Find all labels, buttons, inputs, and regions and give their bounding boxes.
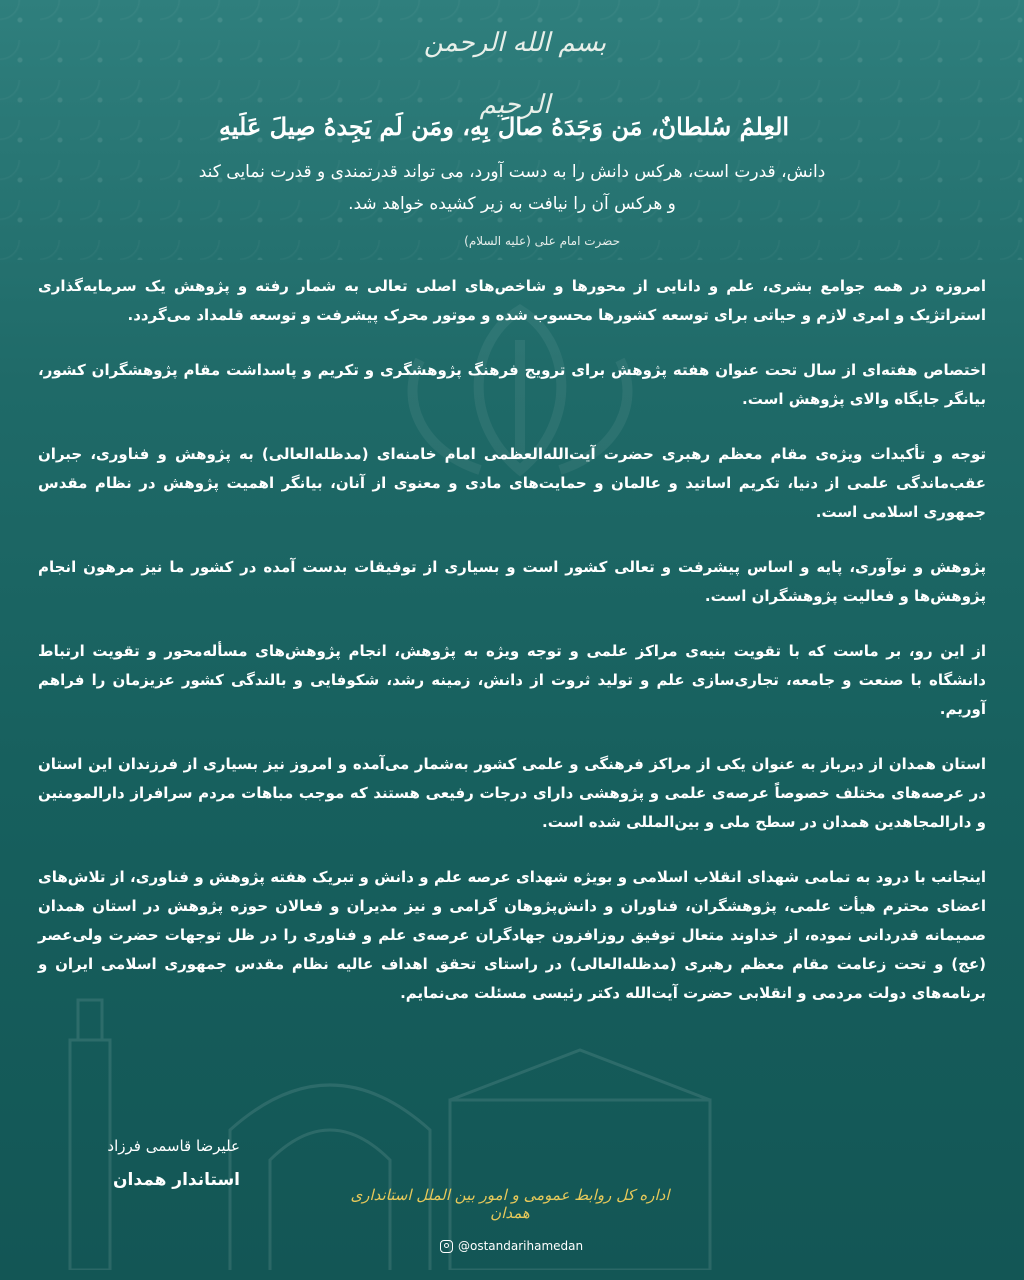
signature-block [60, 1132, 240, 1200]
hadith-persian-line-2: و هرکس آن را نیافت به زیر کشیده خواهد شد. [348, 194, 676, 214]
hadith-source: حضرت امام علی (علیه السلام) [464, 234, 620, 248]
message-body [38, 272, 986, 1034]
paragraph: استان همدان از دیرباز به عنوان یکی از مراکز فرهنگی و علمی کشور به‌شمار می‌آمده و امروز نیز بسیاری از فرزندان این استان در عرصه‌های مختلف خصوصاً عرصه‌ی علمی و پژوهشی دارای درجات رفیعی هستند که موجب مباهات مردم سرافراز دارالمومنین و دارالمجاهدین همدان در سطح ملی و بین‌المللی شده است. [38, 755, 986, 831]
footer-organization: اداره کل روابط عمومی و امور بین الملل استانداری همدان [350, 1186, 670, 1222]
paragraph: توجه و تأکیدات ویژه‌ی مقام معظم رهبری حضرت آیت‌الله‌العظمی امام خامنه‌ای (مدظله‌العالی) به پژوهش و فناوری، جبران عقب‌ماندگی علمی از دنیا، تکریم اساتید و عالمان و حمایت‌های مادی و معنوی از آنان، بیانگر اهمیت پژوهش در نظام مقدس جمهوری اسلامی است. [38, 445, 986, 521]
paragraph: امروزه در همه جوامع بشری، علم و دانایی از محورها و شاخص‌های اصلی تعالی به شمار رفته و پژوهش یک سرمایه‌گذاری استراتژیک و امری لازم و حیاتی برای توسعه کشورها محسوب شده و موتور محرک پیشرفت و توسعه قلمداد می‌گردد. [38, 277, 986, 324]
basmala-calligraphy: بسم الله الرحمن الرحيم [423, 28, 607, 120]
signatory-title: استاندار همدان [113, 1170, 240, 1190]
hadith-persian [140, 156, 884, 220]
paragraph: اختصاص هفته‌ای از سال تحت عنوان هفته پژوهش برای ترویج فرهنگ پژوهشگری و تکریم و پاسداشت مقام پژوهشگران کشور، بیانگر جایگاه والای پژوهش است. [38, 361, 986, 408]
instagram-icon [440, 1240, 453, 1253]
instagram-handle-text: @ostandarihamedan [458, 1239, 584, 1253]
hadith-persian-line-1: دانش، قدرت است، هرکس دانش را به دست آورد، می تواند قدرتمندی و قدرت نمایی کند [198, 162, 826, 182]
paragraph: از این رو، بر ماست که با تقویت بنیه‌ی مراکز علمی و توجه ویژه به پژوهش، انجام پژوهش‌های مسأله‌محور و تقویت ارتباط دانشگاه با صنعت و جامعه، تجاری‌سازی علم و تولید ثروت از دانش، زمینه رشد، شکوفایی و بالندگی کشور عزیزمان را فراهم آوریم. [38, 642, 986, 718]
paragraph: اینجانب با درود به تمامی شهدای انقلاب اسلامی و بویژه شهدای عرصه علم و دانش و تبریک هفته پژوهش و فناوری، از تلاش‌های اعضای محترم هیأت علمی، پژوهشگران، فناوران و دانش‌پژوهان گرامی و نیز مدیران و فعالان حوزه پژوهش در استان همدان صمیمانه قدردانی نموده، از خداوند متعال توفیق روزافزون جهادگران عرصه‌ی علم و فناوری را در ظل توجهات حضرت ولی‌عصر (عج) و تحت زعامت مقام معظم رهبری (مدظله‌العالی) در راستای تحقق اهداف عالیه نظام مقدس جمهوری اسلامی ایران و برنامه‌های دولت مردمی و انقلابی حضرت آیت‌الله دکتر رئیسی مسئلت می‌نمایم. [38, 868, 986, 1002]
paragraph: پژوهش و نوآوری، پایه و اساس پیشرفت و تعالی کشور است و بسیاری از توفیقات بدست آمده در کشور ما نیز مرهون انجام پژوهش‌ها و فعالیت پژوهشگران است. [38, 558, 986, 605]
signatory-name: علیرضا قاسمی فرزاد [107, 1137, 240, 1155]
instagram-handle[interactable] [440, 1236, 610, 1256]
hadith-arabic: العِلمُ سُلطانٌ، مَن وَجَدَهُ صالَ بِهِ، ومَن لَم يَجِدهُ صِيلَ عَلَيهِ [218, 112, 790, 141]
